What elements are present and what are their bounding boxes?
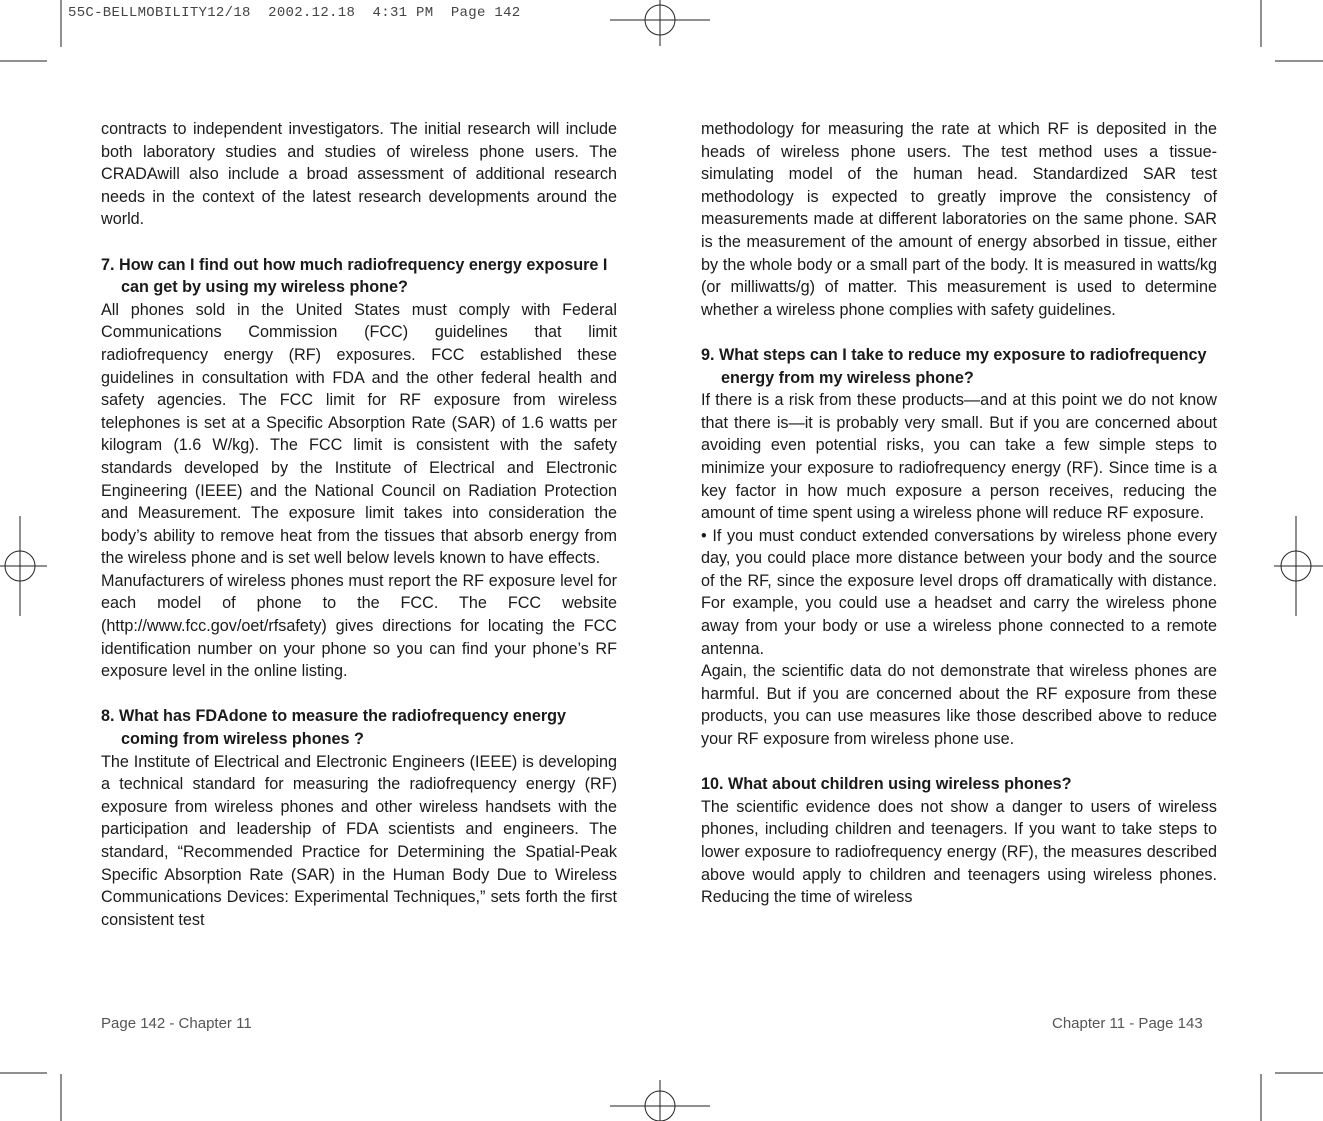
answer-8-paragraph: The Institute of Electrical and Electronic Engineers (IEEE) is developing a technical standard for measuring the radiofrequency energy (RF) exposure from wireless phones and other wireless handsets with the participation and leadership of FDA scientists and engineers. The standard, “Recommended Practice for Determining the Spatial-Peak Specific Absorption Rate (SAR) in the Human Body Due to Wireless Communications Devices: Experimental Techniques,” sets forth the first consistent test (101, 752, 617, 929)
answer-10-paragraph: The scientific evidence does not show a danger to users of wireless phones, including children and teenagers. If you want to take steps to lower exposure to radiofrequency energy (RF), the measures described above would apply to children and teenagers using wireless phones. Reducing the time of wireless (701, 797, 1217, 907)
intro-paragraph: contracts to independent investigators. The initial research will include both laboratory studies and studies of wireless phone users. The CRADAwill also include a broad assessment of additional research needs in the context of the latest research developments around the world. (101, 120, 617, 229)
page-folio-left: Page 142 - Chapter 11 (101, 1015, 252, 1032)
answer-9-paragraph-3: Again, the scientific data do not demonstrate that wireless phones are harmful. But if you are concerned about the RF exposure from these products, you can use measures like those described above to reduce your RF exposure from wireless phone use. (701, 662, 1217, 749)
left-page-column (101, 118, 617, 931)
intro-paragraph: methodology for measuring the rate at which RF is deposited in the heads of wireless phone users. The test method uses a tissue-simulating model of the human head. Standardized SAR test methodology is expected to greatly improve the consistency of measurements made at different laboratories on the same phone. SAR is the measurement of the amount of energy absorbed in tissue, either by the whole body or a small part of the body. It is measured in watts/kg (or milliwatts/g) of matter. This measurement is used to determine whether a wireless phone complies with safety guidelines. (701, 120, 1217, 319)
answer-7-paragraph-2: Manufacturers of wireless phones must report the RF exposure level for each model of phone to the FCC. The FCC website (http://www.fcc.gov/oet/rfsafety) gives directions for locating the FCC identification number on your phone so you can find your phone’s RF exposure level in the online listing. (101, 571, 617, 681)
answer-9-paragraph-1: If there is a risk from these products—and at this point we do not know that there is—it is probably very small. But if you are concerned about avoiding even potential risks, you can take a few simple steps to minimize your exposure to radiofrequency energy (RF). Since time is a key factor in how much exposure a person receives, reducing the amount of time spent using a wireless phone will reduce RF exposure. (701, 391, 1217, 523)
question-7-heading: 7. How can I find out how much radiofrequency energy exposure I can get by using my wireless phone? (101, 255, 608, 297)
right-page-column (701, 118, 1217, 909)
print-slug: 55C-BELLMOBILITY12/18 2002.12.18 4:31 PM Page 142 (68, 5, 521, 21)
answer-7-paragraph-1: All phones sold in the United States must comply with Federal Communications Commission (FCC) guidelines that limit radiofrequency energy (RF) exposures. FCC established these guidelines in consultation with FDA and the other federal health and safety agencies. The FCC limit for RF exposure from wireless telephones is set at a Specific Absorption Rate (SAR) of 1.6 watts per kilogram (1.6 W/kg). The FCC limit is consistent with the safety standards developed by the Institute of Electrical and Electronic Engineering (IEEE) and the National Council on Radiation Protection and Measurement. The exposure limit takes into consideration the body’s ability to remove heat from the tissues that absorb energy from the wireless phone and is set well below levels known to have effects. (101, 300, 617, 568)
question-8-heading: 8. What has FDAdone to measure the radiofrequency energy coming from wireless phones ? (101, 707, 567, 749)
answer-9-bullet: • If you must conduct extended conversations by wireless phone every day, you could place more distance between your body and the source of the RF, since the exposure level drops off dramatically with distance. For example, you could use a headset and carry the wireless phone away from your body or use a wireless phone connected to a remote antenna. (701, 526, 1217, 658)
question-10-heading: 10. What about children using wireless phones? (701, 775, 1072, 794)
page-folio-right: Chapter 11 - Page 143 (1052, 1015, 1203, 1032)
question-9-heading: 9. What steps can I take to reduce my exposure to radiofrequency energy from my wireless phone? (701, 345, 1207, 387)
